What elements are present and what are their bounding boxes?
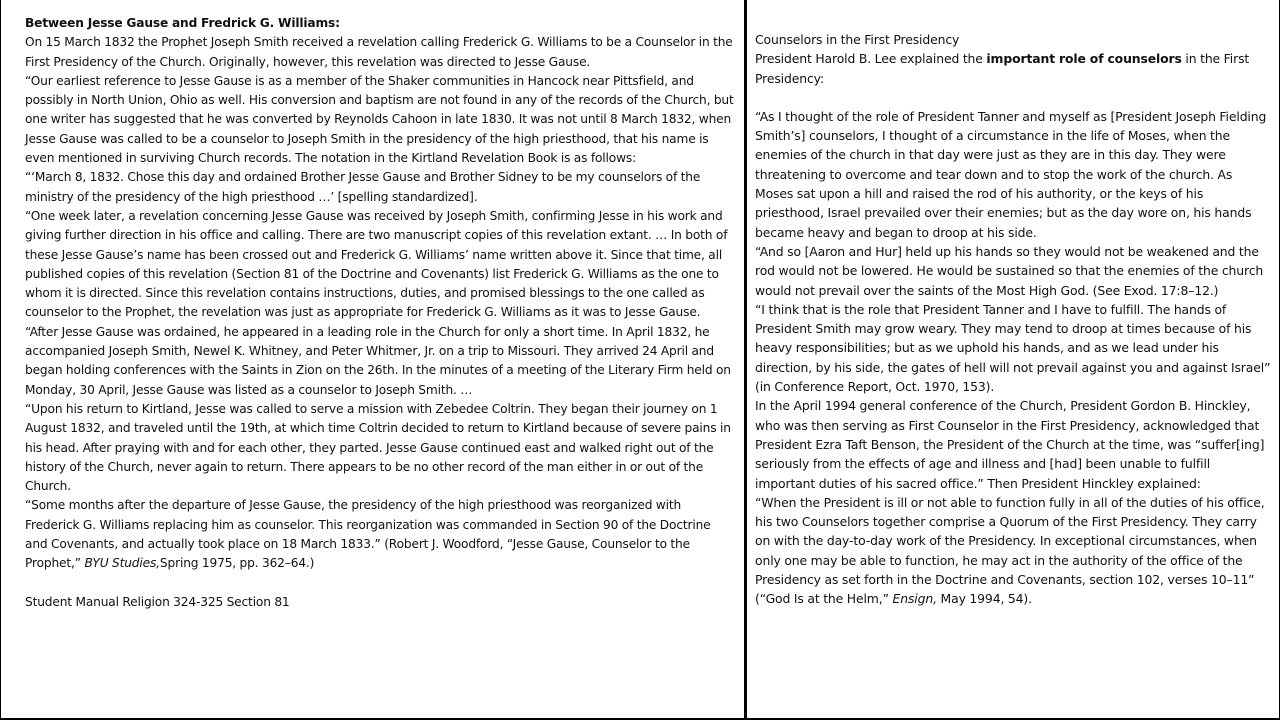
magazine-title: Ensign, xyxy=(892,591,937,607)
paragraph: “‘March 8, 1832. Chose this day and ordained Brother Jesse Gause and Brother Sidney to be my counselors of the ministry of the presidency of the high priesthood …’ [spelling standardized]. xyxy=(25,170,701,204)
quote-paragraph xyxy=(755,493,1273,609)
intro-text: in the First Presidency: xyxy=(755,51,1250,86)
paragraph: “One week later, a revelation concerning Jesse Gause was received by Joseph Smith, confirming Jesse in his work and giving further direction in his office and calling. There are two manuscript copies of this revelation extant. … In both of these Jesse Gause’s name has been crossed out and Frederick G. Williams’ name written above it. Since that time, all published copies of this revelation (Section 81 of the Doctrine and Covenants) list Frederick G. Williams as the one to whom it is directed. Since this revelation contains instructions, duties, and promised blessings to the one called as counselor to the Prophet, the revelation was just as appropriate for Frederick G. Williams as it was to Jesse Gause. xyxy=(25,208,728,320)
paragraph: “Upon his return to Kirtland, Jesse was called to serve a mission with Zebedee Coltrin. They began their journey on 1 August 1832, and traveled until the 19th, at which time Coltrin decided to return to Kirtland because of severe pains in his head. After praying with and for each other, they parted. Jesse Gause continued east and walked right out of the history of the Church, never again to return. There appears to be no other record of the man either in or out of the Church. xyxy=(25,401,731,494)
source-line: Student Manual Religion 324-325 Section 81 xyxy=(25,594,290,609)
paragraph: In the April 1994 general conference of the Church, President Gordon B. Hinckley, who was then serving as First Counselor in the First Presidency, acknowledged that President Ezra Taft Benson, the President of the Church at the time, was “suffer[ing] seriously from the effects of age and illness and [had] been unable to fulfill important duties of his sacred office.” Then President Hinckley explained: xyxy=(755,398,1265,491)
citation-text: Spring 1975, pp. 362–64.) xyxy=(159,556,315,571)
emphasis-text: important role of counselors xyxy=(986,51,1182,67)
section-heading: Counselors in the First Presidency xyxy=(755,32,960,47)
section-title: Between Jesse Gause and Fredrick G. Williams: xyxy=(25,16,340,30)
paragraph: “Our earliest reference to Jesse Gause is as a member of the Shaker communities in Hancock near Pittsfield, and possibly in North Union, Ohio as well. His conversion and baptism are not found in any of the records of the Church, but one writer has suggested that he was converted by Reynolds Cahoon in late 1830. It was not until 8 March 1832, when Jesse Gause was called to be a counselor to Joseph Smith in the presidency of the high priesthood, that his name is even mentioned in surviving Church records. The notation in the Kirtland Revelation Book is as follows: xyxy=(25,73,734,166)
paragraph: On 15 March 1832 the Prophet Joseph Smith received a revelation calling Frederick G. Williams to be a Counselor in the First Presidency of the Church. Originally, however, this revelation was directed to Jesse Gause. xyxy=(25,35,733,69)
paragraph: “After Jesse Gause was ordained, he appeared in a leading role in the Church for only a short time. In April 1832, he accompanied Joseph Smith, Newel K. Whitney, and Peter Whitmer, Jr. on a trip to Missouri. They arrived 24 April and began holding conferences with the Saints in Zion on the 26th. In the minutes of a meeting of the Literary Firm held on Monday, 30 April, Jesse Gause was listed as a counselor to Joseph Smith. … xyxy=(25,324,731,397)
quote-paragraph: “I think that is the role that President Tanner and I have to fulfill. The hands of President Smith may grow weary. They may tend to droop at times because of his heavy responsibilities; but as we uphold his hands, and as we lead under his direction, by his side, the gates of hell will not prevail against you and against Israel” (in Conference Report, Oct. 1970, 153). xyxy=(755,301,1271,395)
quote-paragraph: “And so [Aaron and Hur] held up his hands so they would not be weakened and the rod would not be lowered. He would be sustained so that the enemies of the church would not prevail over the saints of the Most High God. (See Exod. 17:8–12.) xyxy=(755,243,1264,298)
journal-title: BYU Studies, xyxy=(84,556,160,571)
quote-text: “When the President is ill or not able to function fully in all of the duties of his office, his two Counselors together comprise a Quorum of the First Presidency. They carry on with the day-to-day work of the Presidency. In exceptional circumstances, when only one may be able to function, he may act in the authority of the office of the Presidency as set forth in the Doctrine and Covenants, section 102, verses 10–11” (“God Is at the Helm,” xyxy=(755,494,1265,607)
citation-text: “Some months after the departure of Jesse Gause, the presidency of the high priesthood was reorganized with Frederick G. Williams replacing him as counselor. This reorganization was commanded in Section 90 of the Doctrine and Covenants, and actually took place on 18 March 1833.” (Robert J. Woodford, “Jesse Gause, Counselor to the Prophet,” xyxy=(25,498,711,571)
left-text-panel xyxy=(1,0,744,718)
intro-text: President Harold B. Lee explained the xyxy=(755,51,987,67)
paragraph-citation xyxy=(25,496,736,573)
quote-text: May 1994, 54). xyxy=(936,591,1032,607)
right-text-panel xyxy=(747,0,1279,718)
quote-paragraph: “As I thought of the role of President Tanner and myself as [President Joseph Fielding Smith’s] counselors, I thought of a circumstance in the life of Moses, when the enemies of the church in that day were just as they are in this day. They were threatening to overcome and tear down and to stop the work of the church. As Moses sat upon a hill and raised the rod of his authority, or the keys of his priesthood, Israel prevailed over their enemies; but as the day wore on, his hands became heavy and began to droop at his side. xyxy=(755,108,1267,240)
intro-paragraph xyxy=(755,49,1273,88)
